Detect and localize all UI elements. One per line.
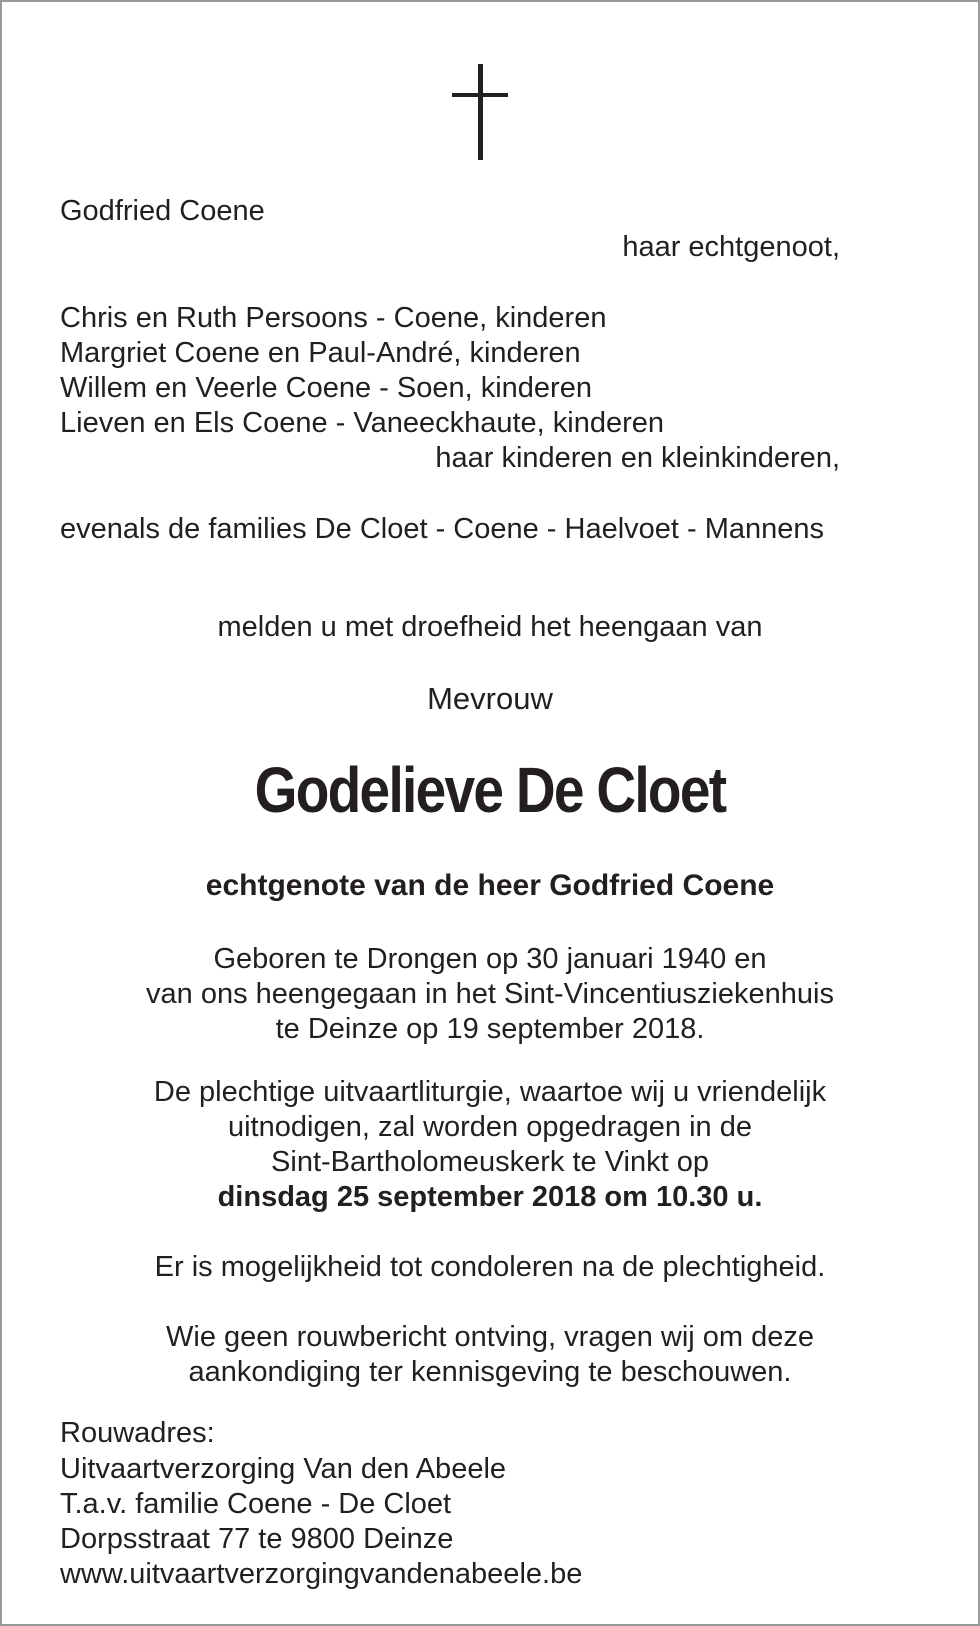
funeral-line-2: uitnodigen, zal worden opgedragen in de bbox=[227, 1111, 752, 1143]
funeral-date: dinsdag 25 september 2018 om 10.30 u. bbox=[217, 1181, 763, 1213]
funeral-line-1: De plechtige uitvaartliturgie, waartoe wij u vriendelijk bbox=[153, 1076, 827, 1108]
cross-vertical-bar bbox=[478, 64, 483, 160]
obituary-document bbox=[2, 2, 978, 1624]
child-line-3: Willem en Veerle Coene - Soen, kinderen bbox=[60, 372, 592, 404]
life-line-2: van ons heengegaan in het Sint-Vincentiusziekenhuis bbox=[146, 978, 834, 1010]
extended-families: evenals de families De Cloet - Coene - Haelvoet - Mannens bbox=[60, 513, 825, 545]
address-label: Rouwadres: bbox=[60, 1417, 215, 1449]
spouse-name: Godfried Coene bbox=[60, 195, 265, 227]
life-line-3: te Deinze op 19 september 2018. bbox=[275, 1013, 705, 1045]
address-line-2: T.a.v. familie Coene - De Cloet bbox=[60, 1488, 452, 1520]
notice-line-1: Wie geen rouwbericht ontving, vragen wij om deze bbox=[166, 1321, 814, 1353]
address-line-3: Dorpsstraat 77 te 9800 Deinze bbox=[60, 1523, 454, 1555]
child-line-1: Chris en Ruth Persoons - Coene, kinderen bbox=[60, 302, 607, 334]
notice-line-2: aankondiging ter kennisgeving te beschouwen. bbox=[188, 1356, 792, 1388]
funeral-line-3: Sint-Bartholomeuskerk te Vinkt op bbox=[271, 1146, 709, 1178]
address-line-1: Uitvaartverzorging Van den Abeele bbox=[60, 1453, 507, 1485]
deceased-name: Godelieve De Cloet bbox=[254, 754, 726, 826]
latin-cross-icon bbox=[452, 64, 508, 160]
spouse-role: haar echtgenoot, bbox=[622, 231, 840, 263]
relation-line: echtgenote van de heer Godfried Coene bbox=[205, 869, 775, 902]
life-line-1: Geboren te Drongen op 30 januari 1940 en bbox=[213, 943, 767, 975]
condolence-note: Er is mogelijkheid tot condoleren na de plechtigheid. bbox=[154, 1251, 826, 1283]
child-line-2: Margriet Coene en Paul-André, kinderen bbox=[60, 337, 581, 369]
children-role: haar kinderen en kleinkinderen, bbox=[435, 442, 840, 474]
announcement-intro: melden u met droefheid het heengaan van bbox=[217, 611, 763, 643]
cross-horizontal-bar bbox=[452, 93, 508, 97]
address-website: www.uitvaartverzorgingvandenabeele.be bbox=[60, 1558, 583, 1590]
honorific: Mevrouw bbox=[427, 681, 553, 716]
child-line-4: Lieven en Els Coene - Vaneeckhaute, kinderen bbox=[60, 407, 665, 439]
